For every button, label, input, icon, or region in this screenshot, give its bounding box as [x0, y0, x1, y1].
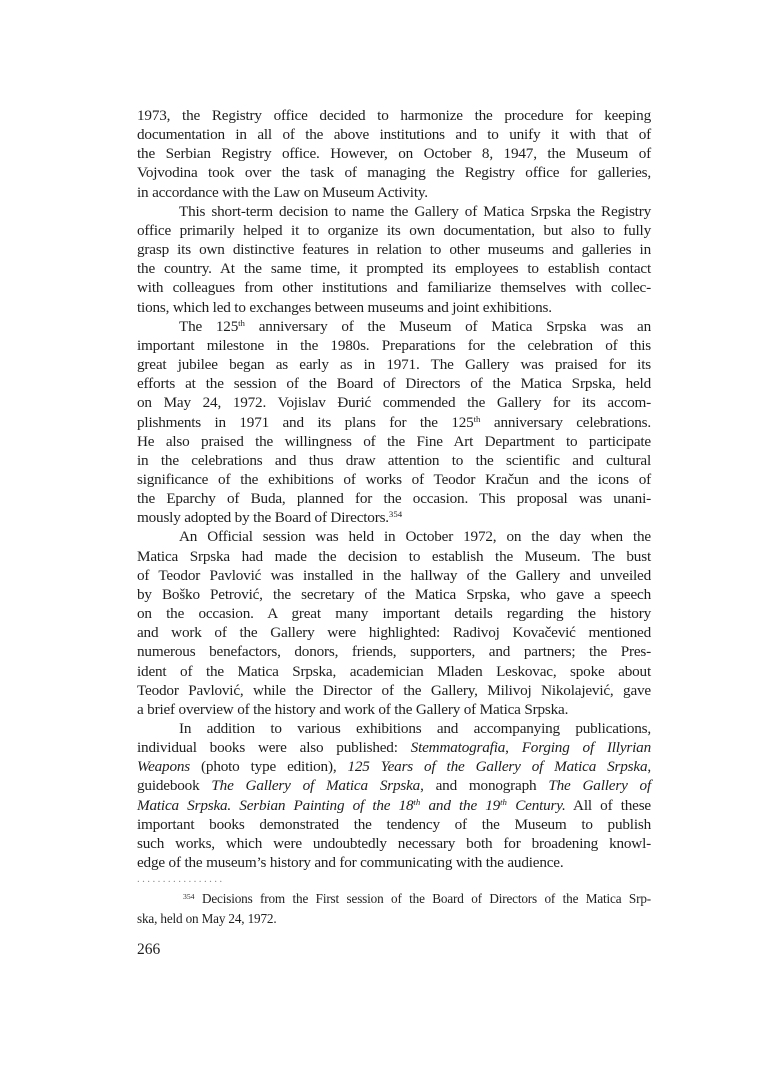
text-run: documentation in all of the above institutions and to unify it with that of [137, 126, 651, 144]
text-run: The Gallery of Matica Srpska [211, 777, 421, 795]
text-line [137, 834, 651, 853]
text-run: the Serbian Registry office. However, on October 8, 1947, the Museum of [137, 145, 651, 163]
text-run: office primarily helped it to organize its own documentation, but also to fully [137, 221, 651, 239]
text-line [137, 259, 651, 278]
text-run: the Eparchy of Buda, planned for the occasion. This proposal was unani- [137, 490, 651, 508]
text-run: Decisions from the First session of the Board of Directors of the Matica Srp- [194, 891, 651, 907]
text-line [137, 738, 651, 757]
text-line [137, 374, 651, 393]
text-run: Vojvodina took over the task of managing the Registry office for galleries, [137, 164, 651, 182]
text-run: edge of the museum’s history and for communicating with the audience. [137, 854, 564, 872]
footnote [137, 875, 651, 929]
text-line [137, 623, 651, 642]
text-line [137, 393, 651, 412]
text-line [137, 278, 651, 297]
text-run: (photo type edition), [190, 758, 348, 776]
text-run: plishments in 1971 and its plans for the 125 [137, 413, 474, 431]
paragraph [137, 317, 651, 528]
text-run: in accordance with the Law on Museum Activity. [137, 183, 428, 201]
text-line [137, 527, 651, 546]
text-line [137, 796, 651, 815]
text-line [137, 183, 651, 202]
paragraph [137, 202, 651, 317]
superscript-marker: th [500, 796, 507, 807]
footnote-line [137, 909, 651, 929]
text-run: 125 Years of the Gallery of Matica Srpska [347, 758, 648, 776]
text-line [137, 489, 651, 508]
text-run: great jubilee began as early as in 1971. The Gallery was praised for its [137, 356, 651, 374]
paragraph [137, 527, 651, 719]
text-line [137, 470, 651, 489]
superscript-marker: 354 [183, 892, 195, 902]
text-line [137, 432, 651, 451]
text-line [137, 700, 651, 719]
text-run: mously adopted by the Board of Directors. [137, 509, 389, 527]
text-line [137, 202, 651, 221]
text-run: the country. At the same time, it prompted its employees to establish contact [137, 260, 651, 278]
text-line [137, 757, 651, 776]
text-run: a brief overview of the history and work of the Gallery of Matica Srpska. [137, 700, 569, 718]
text-run: ident of the Matica Srpska, academician Mladen Leskovac, spoke about [137, 662, 651, 680]
text-run: with colleagues from other institutions and familiarize themselves with collec- [137, 279, 651, 297]
footnote-line [137, 889, 651, 909]
text-run: All of these [565, 796, 651, 814]
text-block [137, 106, 651, 959]
text-run: on the occasion. A great many important details regarding the history [137, 605, 651, 623]
text-line [137, 508, 651, 527]
text-run: such works, which were undoubtedly necessary both for broadening knowl- [137, 834, 651, 852]
text-line [137, 566, 651, 585]
text-line [137, 815, 651, 834]
text-run: Weapons [137, 758, 191, 776]
superscript-marker: 354 [388, 509, 403, 520]
text-run: , [647, 758, 651, 776]
text-run: important milestone in the 1980s. Preparations for the celebration of this [137, 336, 651, 354]
text-run: Matica Srpska had made the decision to establish the Museum. The bust [137, 547, 651, 565]
text-run: on May 24, 1972. Vojislav Đurić commended the Gallery for its accom- [137, 394, 651, 412]
text-line [137, 144, 651, 163]
paragraph [137, 719, 651, 872]
body-text [137, 106, 651, 872]
text-line [137, 163, 651, 182]
text-run: ska, held on May 24, 1972. [137, 911, 277, 927]
text-run: Stemmatografia [410, 739, 506, 757]
superscript-marker: th [473, 413, 481, 424]
text-run: by Boško Petrović, the secretary of the Matica Srpska, who gave a speech [137, 585, 651, 603]
text-line [137, 317, 651, 336]
text-run: This short-term decision to name the Gallery of Matica Srpska the Registry [179, 202, 651, 220]
text-line [137, 106, 651, 125]
text-line [137, 413, 651, 432]
text-run: The 125 [179, 317, 239, 335]
text-line [137, 547, 651, 566]
text-line [137, 681, 651, 700]
text-line [137, 355, 651, 374]
text-run: numerous benefactors, donors, friends, supporters, and partners; the Pres- [137, 643, 651, 661]
text-run: of Teodor Pavlović was installed in the hallway of the Gallery and unveiled [137, 566, 651, 584]
text-line [137, 221, 651, 240]
superscript-marker: th [238, 317, 245, 328]
text-run: An Official session was held in October 1972, on the day when the [179, 528, 651, 546]
text-line [137, 451, 651, 470]
text-run: , [505, 739, 522, 757]
text-run: grasp its own distinctive features in relation to other museums and galleries in [137, 241, 651, 259]
text-line [137, 719, 651, 738]
text-run: Teodor Pavlović, while the Director of the Gallery, Milivoj Nikolajević, gave [137, 681, 651, 699]
text-line [137, 336, 651, 355]
text-run: 1973, the Registry office decided to harmonize the procedure for keeping [137, 107, 651, 124]
text-run: tions, which led to exchanges between museums and joint exhibitions. [137, 298, 552, 316]
text-run: He also praised the willingness of the Fine Art Department to participate [137, 432, 651, 450]
text-line [137, 853, 651, 872]
footnote-lines [137, 889, 651, 929]
text-run: efforts at the session of the Board of Directors of the Matica Srpska, held [137, 375, 651, 393]
text-run: anniversary celebrations. [480, 413, 651, 431]
text-run: The Gallery of [548, 777, 651, 795]
text-run: and work of the Gallery were highlighted: Radivoj Kovačević mentioned [137, 624, 651, 642]
text-run: significance of the exhibitions of works of Teodor Kračun and the icons of [137, 470, 651, 488]
superscript-marker: th [413, 796, 421, 807]
text-run: important books demonstrated the tendency of the Museum to publish [137, 815, 651, 833]
text-run: and the 19 [420, 796, 501, 814]
text-line [137, 604, 651, 623]
text-line [137, 240, 651, 259]
footnote-separator: ................. [137, 873, 225, 886]
text-line [137, 776, 651, 795]
page-number: 266 [137, 941, 161, 959]
text-line [137, 125, 651, 144]
text-run: Century. [506, 796, 566, 814]
text-line [137, 585, 651, 604]
text-line [137, 662, 651, 681]
text-run: guidebook [137, 777, 212, 795]
text-line [137, 642, 651, 661]
text-line [137, 298, 651, 317]
paragraph [137, 106, 651, 202]
text-run: In addition to various exhibitions and accompanying publications, [179, 720, 651, 737]
text-run: , and monograph [420, 777, 549, 795]
text-run: Forging of Illyrian [521, 739, 651, 757]
text-run: anniversary of the Museum of Matica Srpska was an [244, 317, 651, 335]
text-run: individual books were also published: [137, 739, 411, 757]
text-run: in the celebrations and thus draw attention to the scientific and cultural [137, 451, 651, 469]
text-run: Matica Srpska. Serbian Painting of the 18 [137, 796, 414, 814]
